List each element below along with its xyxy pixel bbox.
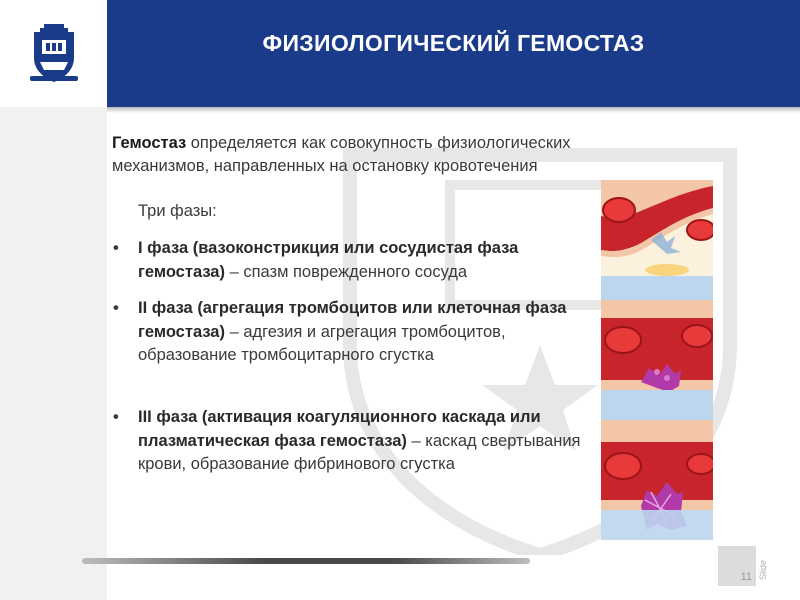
bullet: • <box>113 299 119 317</box>
intro-paragraph <box>112 132 672 178</box>
university-crest-icon <box>26 22 82 86</box>
intro-term: Гемостаз <box>112 134 187 152</box>
vessel-spasm-illustration <box>601 180 713 300</box>
slide-label: Slide <box>758 559 768 580</box>
bullet: • <box>113 239 119 257</box>
phase-name: I фаза (вазоконстрикция или сосудистая фаза гемостаза) <box>138 239 519 281</box>
logo-area <box>0 0 107 107</box>
intro-definition: определяется как совокупность физиологических механизмов, направленных на остановку кровотечения <box>112 134 571 175</box>
phase-item-3 <box>113 406 598 477</box>
phases-label: Три фазы: <box>138 202 217 220</box>
phase-name: III фаза (активация коагуляционного каскада или плазматическая фаза гемостаза) <box>138 408 541 450</box>
bottom-divider <box>82 558 530 564</box>
phase-name: II фаза (агрегация тромбоцитов или клеточная фаза гемостаза) <box>138 299 567 341</box>
header-bar <box>107 0 800 107</box>
fibrin-clot-illustration <box>601 420 713 540</box>
slide-number-box <box>718 546 756 586</box>
header-shadow <box>107 107 800 113</box>
platelet-plug-illustration <box>601 300 713 420</box>
phase-description: – каскад свертывания крови, образование фибринового сгустка <box>138 431 581 473</box>
phase-item-2 <box>113 297 598 368</box>
phase-item-1 <box>113 237 598 284</box>
phase-description: – адгезия и агрегация тромбоцитов, образование тромбоцитарного сгустка <box>138 322 506 364</box>
bullet: • <box>113 408 119 426</box>
page-title: ФИЗИОЛОГИЧЕСКИЙ ГЕМОСТАЗ <box>262 30 645 56</box>
slide-number: 11 <box>740 571 752 583</box>
phase-description: – спазм поврежденного сосуда <box>224 262 468 281</box>
